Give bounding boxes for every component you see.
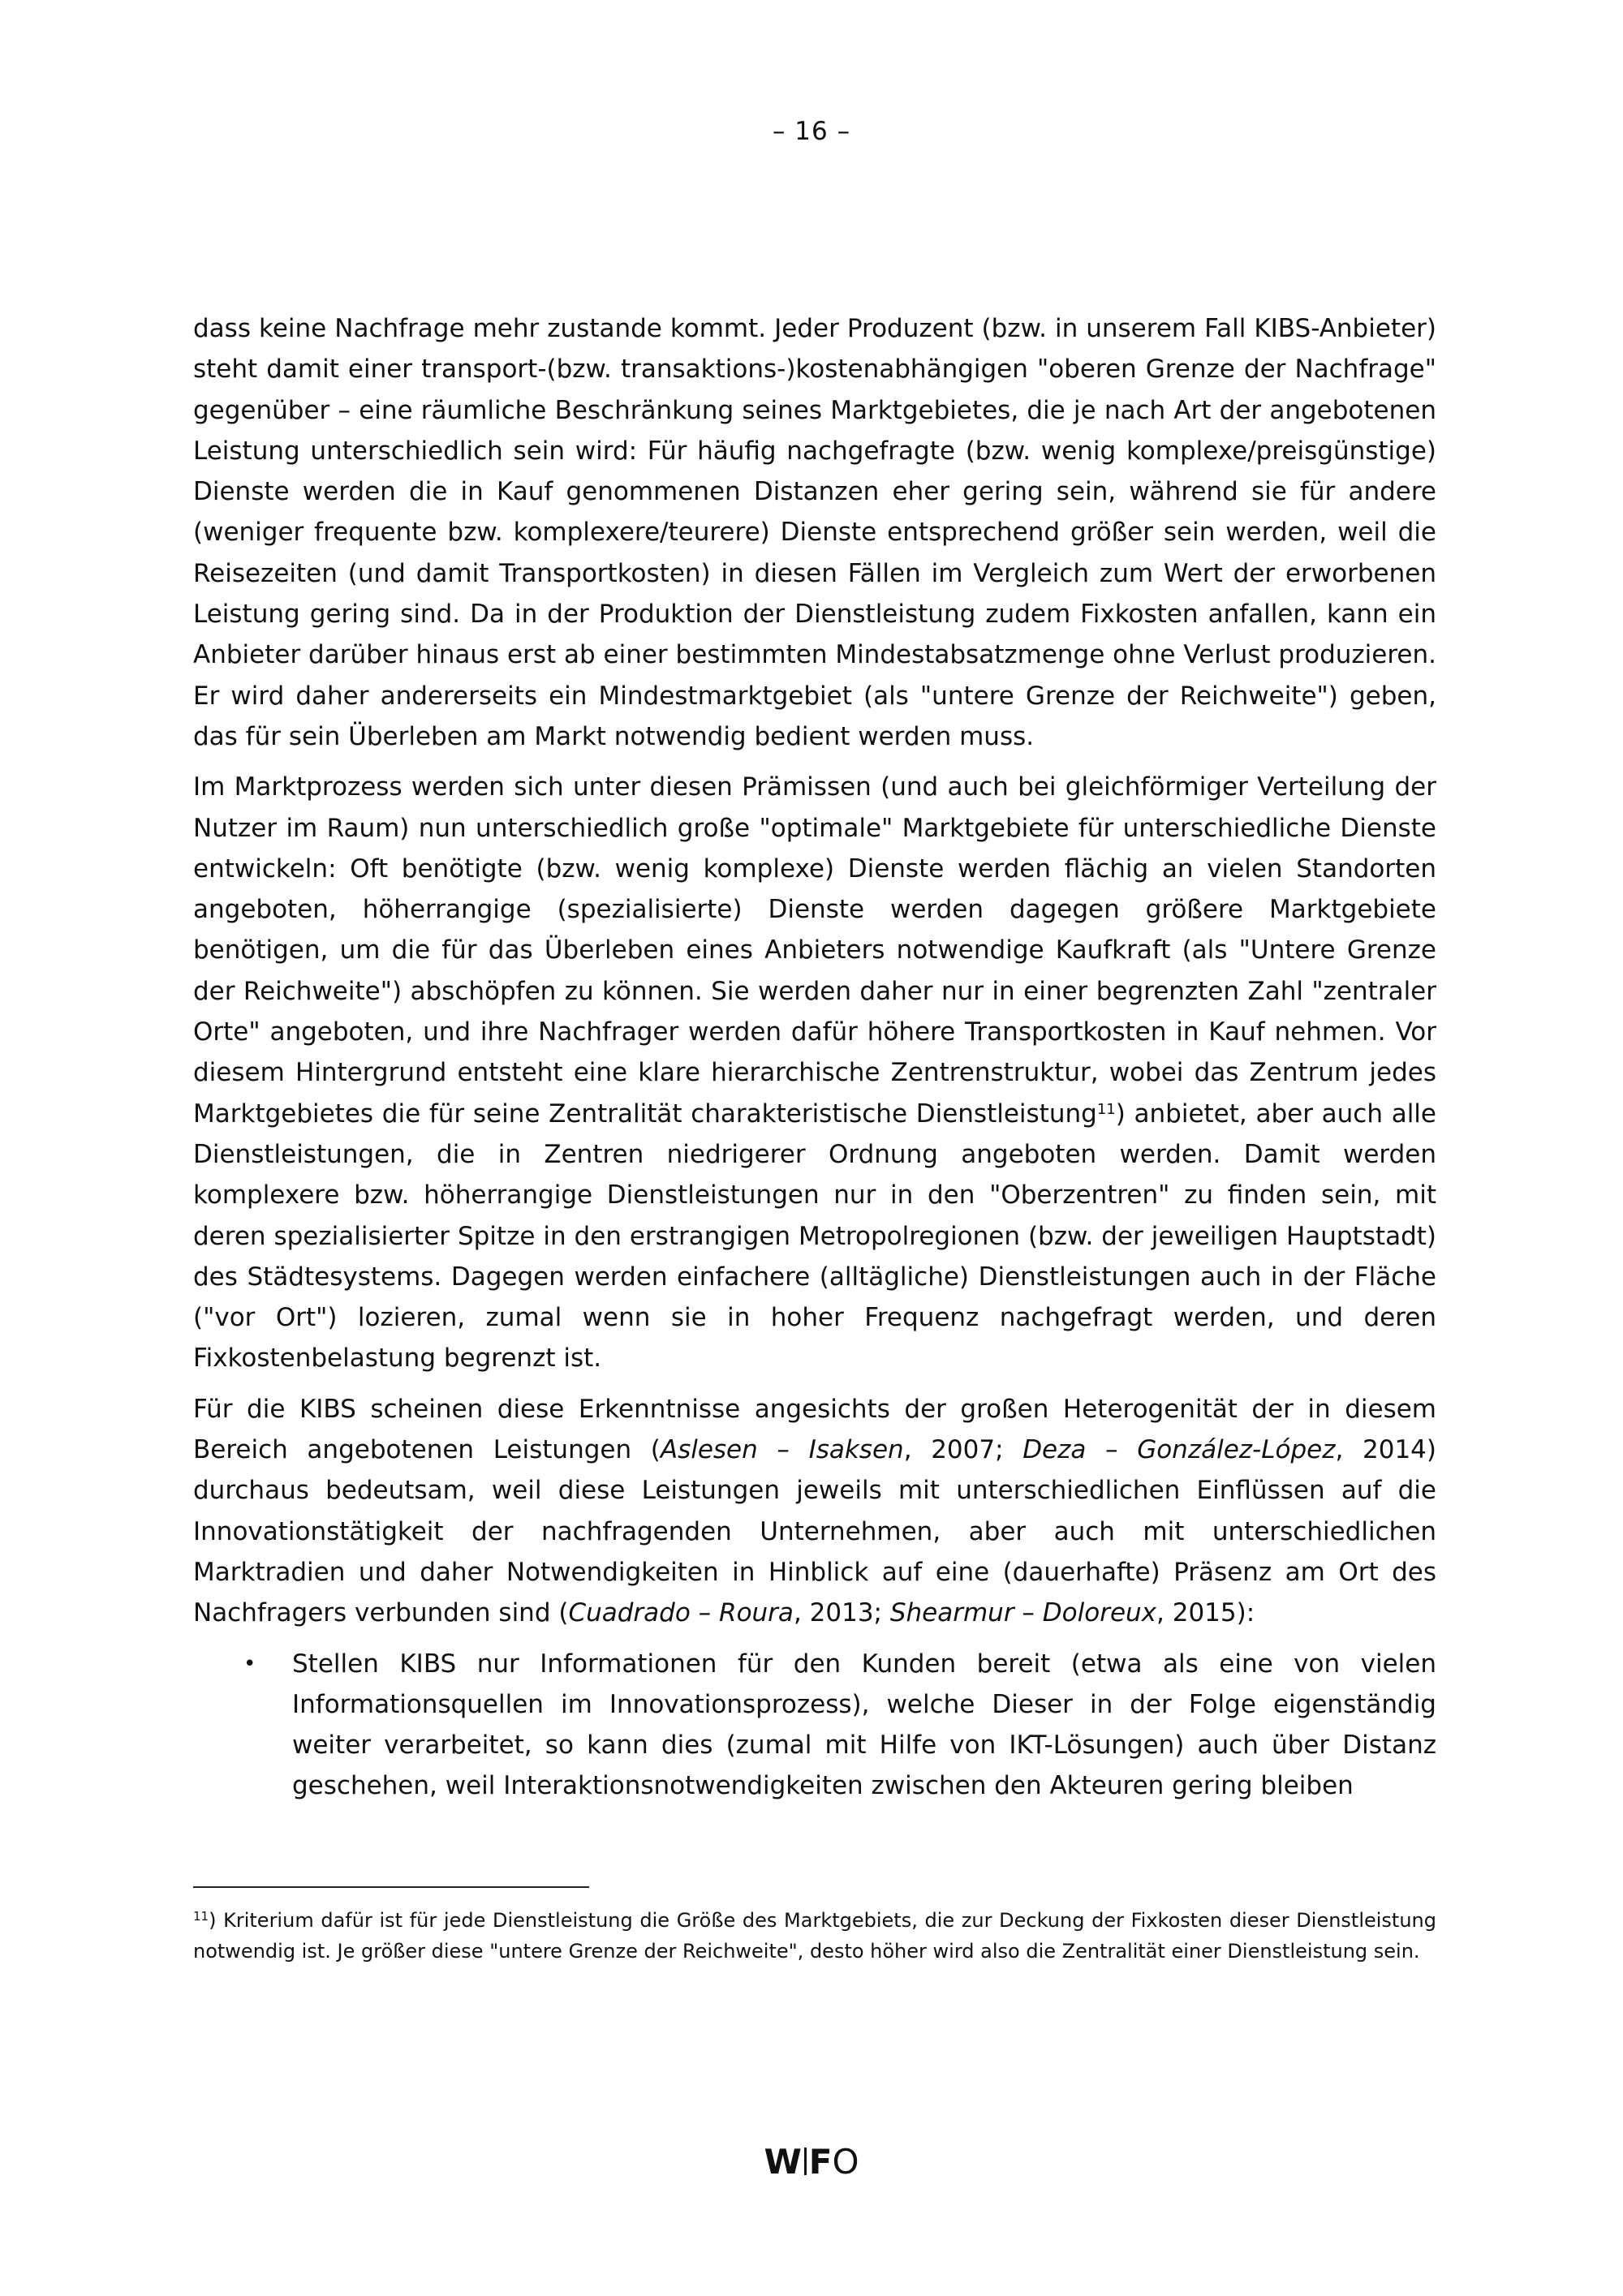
paragraph-3-text-5: , 2015): bbox=[1156, 1598, 1255, 1628]
page-number: – 16 – bbox=[772, 117, 851, 146]
paragraph-3-text-2: , 2007; bbox=[903, 1435, 1023, 1465]
citation-shearmur-doloreux: Shearmur – Doloreux bbox=[889, 1598, 1157, 1628]
paragraph-2-text-b: ) anbietet, aber auch alle Dienstleistungen, die in Zentren niedrigerer Ordnung angeboten werden. Damit werden komplexere bzw. höherrangige Dienstleistungen nur in den "Oberzentren" zu finden sein, mit deren spezialisierter Spitze in den erstrangigen Metropolregionen (bzw. der jeweiligen Hauptstadt) des Städtesystems. Dagegen werden einfachere (alltägliche) Dienstleistungen auch in der Fläche ("vor Ort") lozieren, zumal wenn sie in hoher Frequenz nachgefragt werden, und deren Fixkostenbelastung begrenzt ist. bbox=[193, 1099, 1436, 1374]
logo-letter-o: O bbox=[832, 2142, 859, 2182]
footnote-mark: 11 bbox=[193, 1909, 209, 1924]
paragraph-3-text-1: Für die KIBS scheinen diese Erkenntnisse angesichts der großen Heterogenität der in diesem Bereich angebotenen Leistungen ( bbox=[193, 1394, 1436, 1465]
paragraph-2-text-a: Im Marktprozess werden sich unter diesen Prämissen (und auch bei gleichförmiger Verteilung der Nutzer im Raum) nun unterschiedlich große "optimale" Marktgebiete für unterschiedliche Dienste entwickeln: Oft benötigte (bzw. wenig komplexe) Dienste werden flächig an vielen Standorten angeboten, höherrangige (spezialisierte) Dienste werden dagegen größere Marktgebiete benötigen, um die für das Überleben eines Anbieters notwendige Kaufkraft (als "Untere Grenze der Reichweite") abschöpfen zu können. Sie werden daher nur in einer begrenzten Zahl "zentraler Orte" angeboten, und ihre Nachfrager werden dafür höhere Transportkosten in Kauf nehmen. Vor diesem Hintergrund entsteht eine klare hierarchische Zentrenstruktur, wobei das Zentrum jedes Marktgebietes die für seine Zentralität charakteristische Dienstleistung bbox=[193, 772, 1436, 1129]
logo-bar bbox=[804, 2148, 807, 2175]
citation-aslesen-isaksen: Aslesen – Isaksen bbox=[660, 1435, 904, 1465]
footnote bbox=[193, 1905, 1436, 1967]
citation-deza-gonzalez-lopez: Deza – González-López bbox=[1022, 1435, 1336, 1465]
citation-cuadrado-roura: Cuadrado – Roura bbox=[568, 1598, 794, 1628]
paragraph-3-text-3: , 2014) durchaus bedeutsam, weil diese Leistungen jeweils mit unterschiedlichen Einflüssen auf die Innovationstätigkeit der nachfragenden Unternehmen, aber auch mit unterschiedlichen Marktradien und daher Notwendigkeiten in Hinblick auf eine (dauerhafte) Präsenz am Ort des Nachfragers verbunden sind ( bbox=[193, 1435, 1437, 1628]
bullet-text: Stellen KIBS nur Informationen für den Kunden bereit (etwa als eine von vielen Informationsquellen im Innovationsprozess), welche Dieser in der Folge eigenständig weiter verarbeitet, so kann dies (zumal mit Hilfe von IKT-Lösungen) auch über Distanz geschehen, weil Interaktionsnotwendigkeiten zwischen den Akteuren gering bleiben bbox=[292, 1649, 1436, 1801]
footnote-reference[interactable]: 11 bbox=[1096, 1100, 1116, 1118]
bullet-list bbox=[193, 1644, 1436, 1807]
footnote-text: ) Kriterium dafür ist für jede Dienstleistung die Größe des Marktgebiets, die zur Deckung der Fixkosten dieser Dienstleistung notwendig ist. Je größer diese "untere Grenze der Reichweite", desto höher wird also die Zentralität einer Dienstleistung sein. bbox=[193, 1909, 1436, 1963]
footnote-divider bbox=[193, 1886, 589, 1888]
logo-letter-f: F bbox=[808, 2142, 833, 2182]
paragraph-1: dass keine Nachfrage mehr zustande kommt. Jeder Produzent (bzw. in unserem Fall KIBS-Anbieter) steht damit einer transport-(bzw. transaktions-)kostenabhängigen "oberen Grenze der Nachfrage" gegenüber – eine räumliche Beschränkung seines Marktgebietes, die je nach Art der angebotenen Leistung unterschiedlich sein wird: Für häufig nachgefragte (bzw. wenig komplexe/preisgünstige) Dienste werden die in Kauf genommenen Distanzen eher gering sein, während sie für andere (weniger frequente bzw. komplexere/teurere) Dienste entsprechend größer sein werden, weil die Reisezeiten (und damit Transportkosten) in diesen Fällen im Vergleich zum Wert der erworbenen Leistung gering sind. Da in der Produktion der Dienstleistung zudem Fixkosten anfallen, kann ein Anbieter darüber hinaus erst ab einer bestimmten Mindestabsatzmenge ohne Verlust produzieren. Er wird daher andererseits ein Mindestmarktgebiet (als "untere Grenze der Reichweite") geben, das für sein Überleben am Markt notwendig bedient werden muss. bbox=[193, 314, 1437, 751]
logo-letter-w: W bbox=[764, 2142, 802, 2182]
main-text bbox=[193, 308, 1436, 1807]
paragraph-3-text-4: , 2013; bbox=[793, 1598, 890, 1628]
bullet-item bbox=[193, 1644, 1436, 1807]
bullet-icon: • bbox=[243, 1651, 256, 1676]
wifo-logo bbox=[0, 2142, 1623, 2182]
paragraph-3 bbox=[193, 1389, 1436, 1634]
paragraph-2 bbox=[193, 767, 1436, 1378]
